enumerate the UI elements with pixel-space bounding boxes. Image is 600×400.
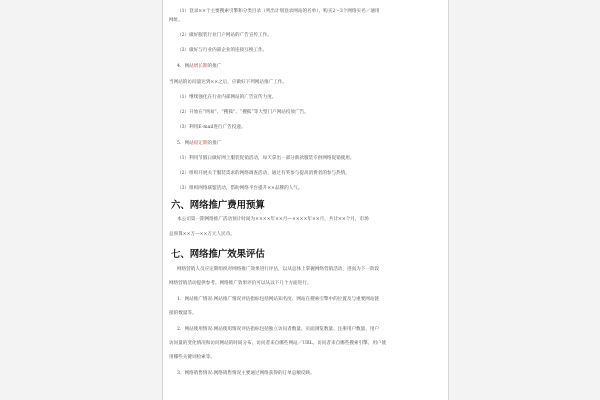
paragraph-line: 用哪些关键词检索等。	[169, 355, 215, 360]
paragraph-line: （3）组织网络联盟活动，借助网络平台提升××品牌的人气。	[177, 186, 303, 191]
paragraph-line: 本公司第一期网络推广活动预计时间为××××年××月—××××年××月，共计××个月，市场	[177, 217, 369, 222]
paragraph-line: 网络营销人员应定期组织对网络推广效果进行评估，以从总体上掌握网络营销活动，进而为下一阶段	[177, 267, 380, 272]
paragraph-line: （3）做好与行业内部企业的连接互换工作。	[177, 48, 268, 53]
paragraph-line: 接的数量等。	[169, 311, 197, 316]
stage-heading-growth: 4．网站增长期的推广	[177, 64, 222, 69]
paragraph-line: 网络营销活动提供参考。网络推广效果评价可以从以下几个方面进行。	[169, 281, 312, 286]
paragraph-line: 当网站的访问量达到××之后，应做好下列网站推广工作。	[169, 80, 287, 85]
paragraph-line: 1．网站推广情况:网站推广情况评估指标包括网站知名度、网站在搜索引擎中的位置及与重要网站链	[177, 297, 380, 302]
section-title-evaluation: 七、网络推广效果评估	[171, 249, 265, 260]
paragraph-line: （2）做好服装行业门户网站的广告宣传工作。	[177, 33, 272, 38]
paragraph-line: 总预算××万—××万元人民币。	[169, 232, 235, 237]
paragraph-line: 3．网络销售情况:网络销售情况主要通过网络获得的订单总额反映。	[177, 371, 315, 376]
paragraph-line: （1）登录××个主要搜索引擎和分类目录（列出计划登录网站的名单），购买2～3个网络实名／通用	[177, 9, 380, 14]
document-page	[162, 0, 449, 400]
paragraph-line: （3）利用E-mail进行广告投递。	[177, 125, 246, 130]
paragraph-line: 网址。	[169, 18, 183, 23]
section-title-budget: 六、网络推广费用预算	[171, 200, 265, 211]
stage-heading-stable: 5．网站稳定期的推广	[177, 141, 222, 146]
paragraph-line: （2）组织开展关于服装需求的网络调查活动，通过有奖参与提高消费者的参与热情。	[177, 171, 350, 176]
paragraph-line: 2．网站使用情况:网站使用情况评估指标包括独立访问者数量、页面浏览数量、注册用户数量、用户	[177, 327, 380, 332]
paragraph-line: 访问量的变化情况和访问网站的时间分布、访问者来自哪些网站／URL、访问者来自哪些搜索引擎、用户使	[169, 341, 387, 346]
paragraph-line: （1）继续强化在行业内部网站的广告宣传力度。	[177, 95, 277, 100]
paragraph-line: （2）开始在“网易”、“搜狐”、“搜狐”等大型门户网站投放广告。	[177, 110, 309, 115]
paragraph-line: （1）利用节假日做好网上服装促销活动，每天拿出一部分新款服装专供网络促销使用。	[177, 156, 355, 161]
